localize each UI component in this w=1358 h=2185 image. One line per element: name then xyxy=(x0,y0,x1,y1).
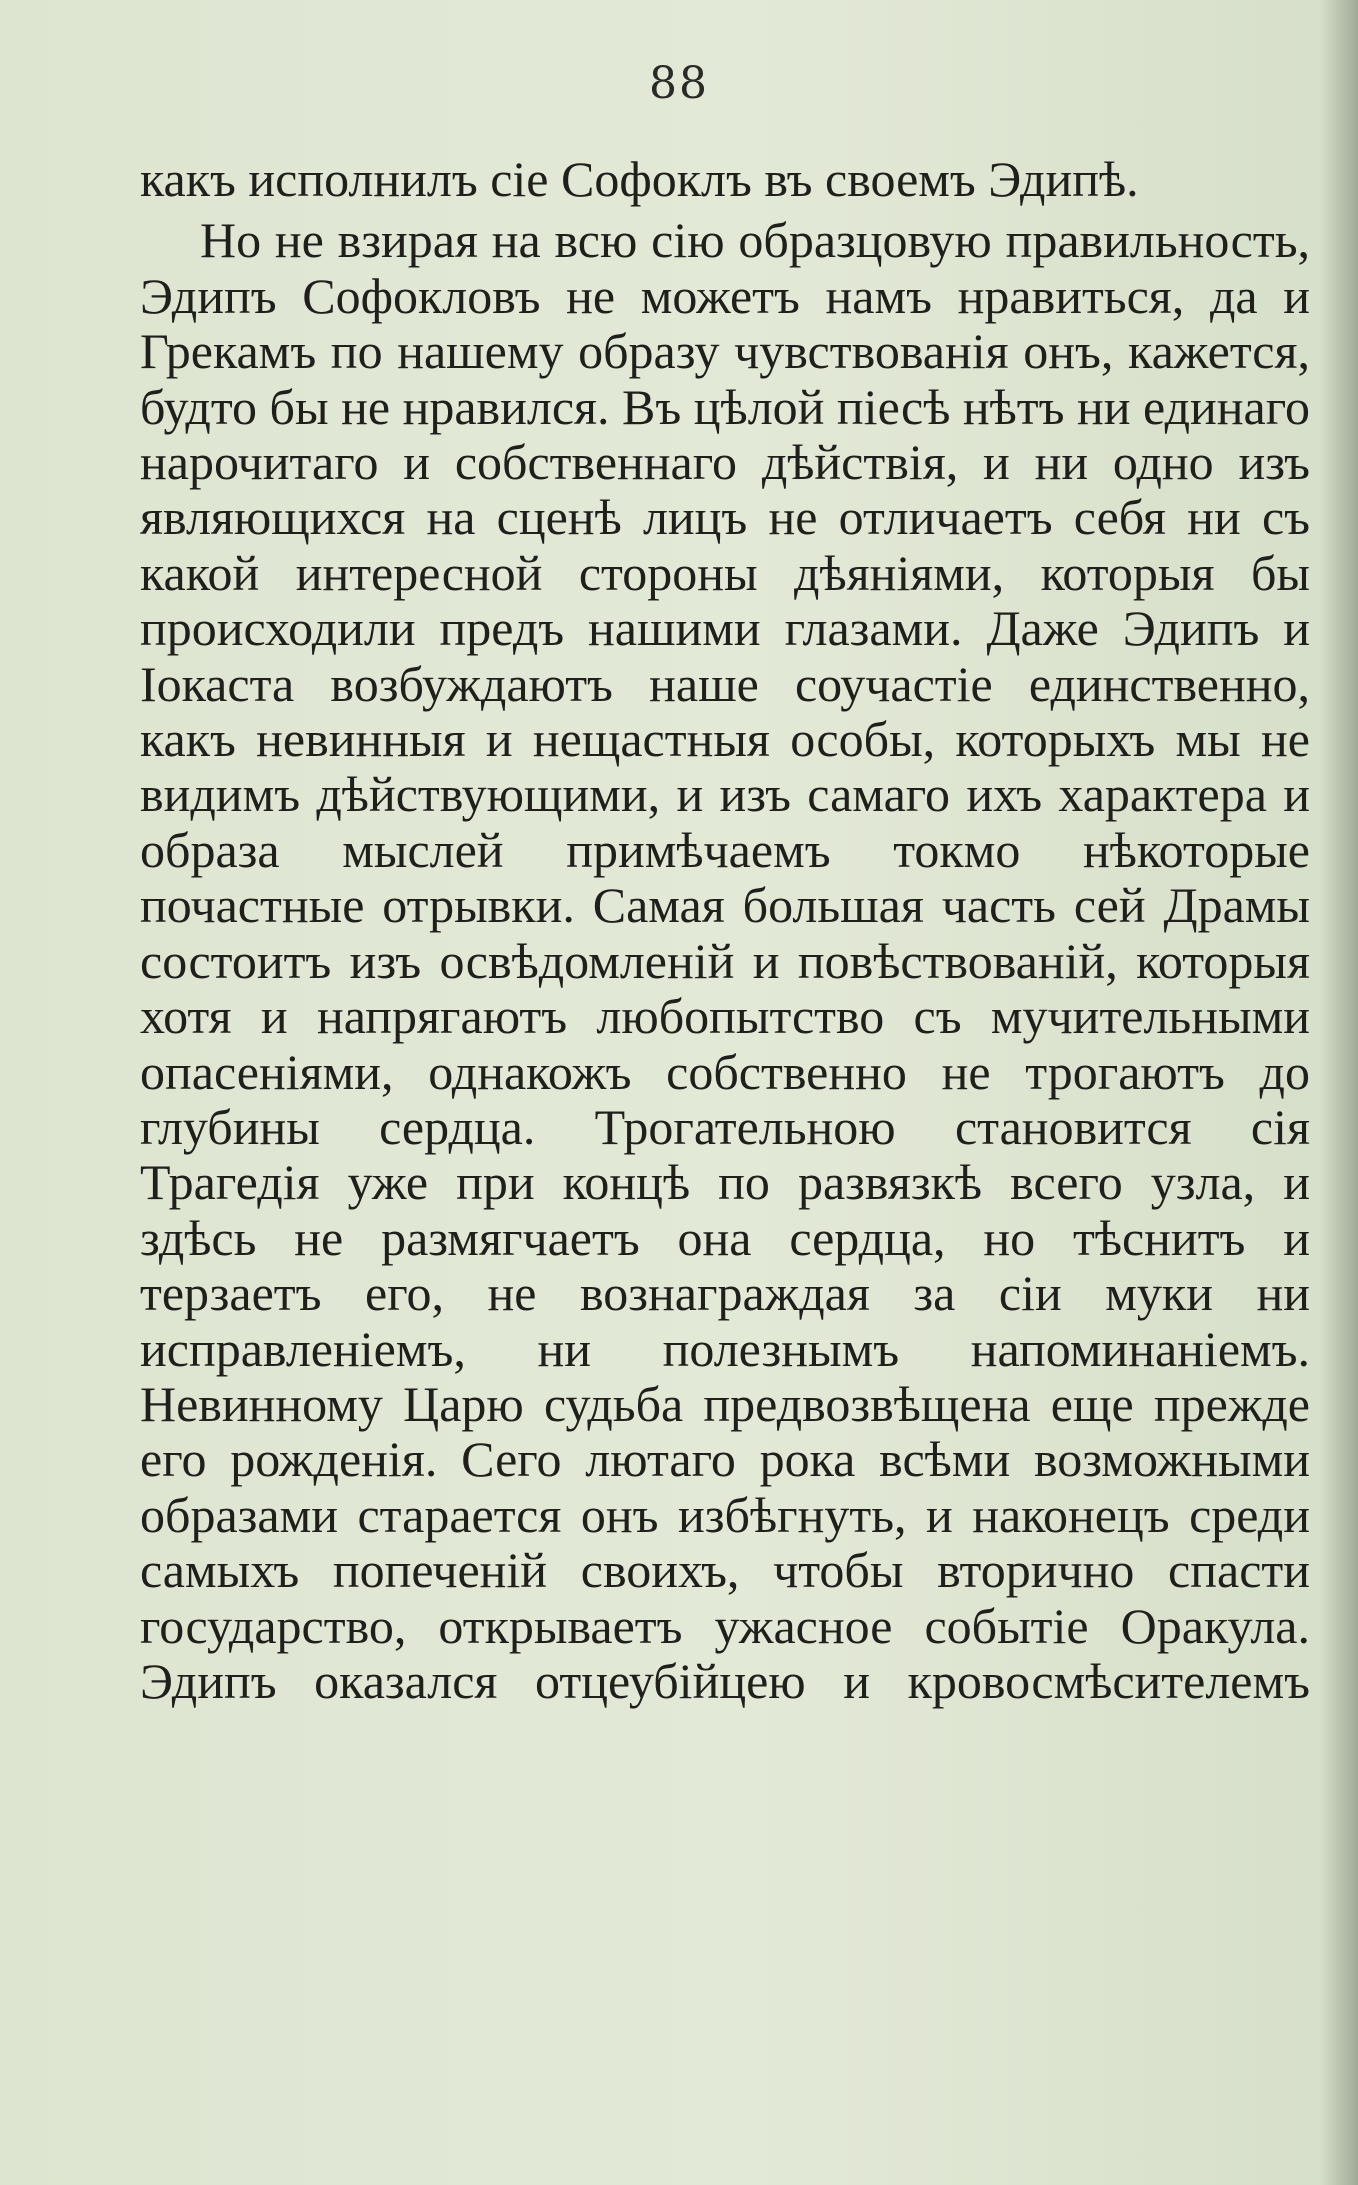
page-edge-shadow xyxy=(1320,0,1358,2185)
body-text xyxy=(140,152,1310,1709)
page-number: 88 xyxy=(649,58,709,109)
continued-sentence: какъ исполнилъ сіе Софоклъ въ своемъ Эдипѣ. xyxy=(140,151,1139,207)
paragraph: Но не взирая на всю сію образцовую правильность, Эдипъ Софокловъ не можетъ намъ нравиться, да и Грекамъ по нашему образу чувствованія онъ, кажется, будто бы не нравился. Въ цѣлой піесѣ нѣтъ ни единаго нарочитаго и собственнаго дѣйствія, и ни одно изъ являющихся на сценѣ лицъ не отличаетъ себя ни съ какой интересной стороны дѣяніями, которыя бы происходили предъ нашими глазами. Даже Эдипъ и Іокаста возбуждаютъ наше соучастіе единственно, какъ невинныя и нещастныя особы, которыхъ мы не видимъ дѣйствующими, и изъ самаго ихъ характера и образа мыслей примѣчаемъ токмо нѣкоторые почастные отрывки. Самая большая часть сей Драмы состоитъ изъ освѣдомленій и повѣствованій, которыя хотя и напрягаютъ любопытство съ мучительными опасеніями, однакожъ собственно не трогаютъ до глубины сердца. Трогательною становится сія Трагедія уже при концѣ по развязкѣ всего узла, и здѣсь не размягчаетъ она сердца, но тѣснитъ и терзаетъ его, не вознаграждая за сіи муки ни исправленіемъ, ни полезнымъ напоминаніемъ. Невинному Царю судьба предвозвѣщена еще прежде его рожденія. Сего лютаго рока всѣми возможными образами старается онъ избѣгнуть, и наконецъ среди самыхъ попеченій своихъ, чтобы вторично спасти государство, открываетъ ужасное событіе Оракула. Эдипъ оказался отцеубійцею и кровосмѣсителемъ xyxy=(140,212,1310,1709)
